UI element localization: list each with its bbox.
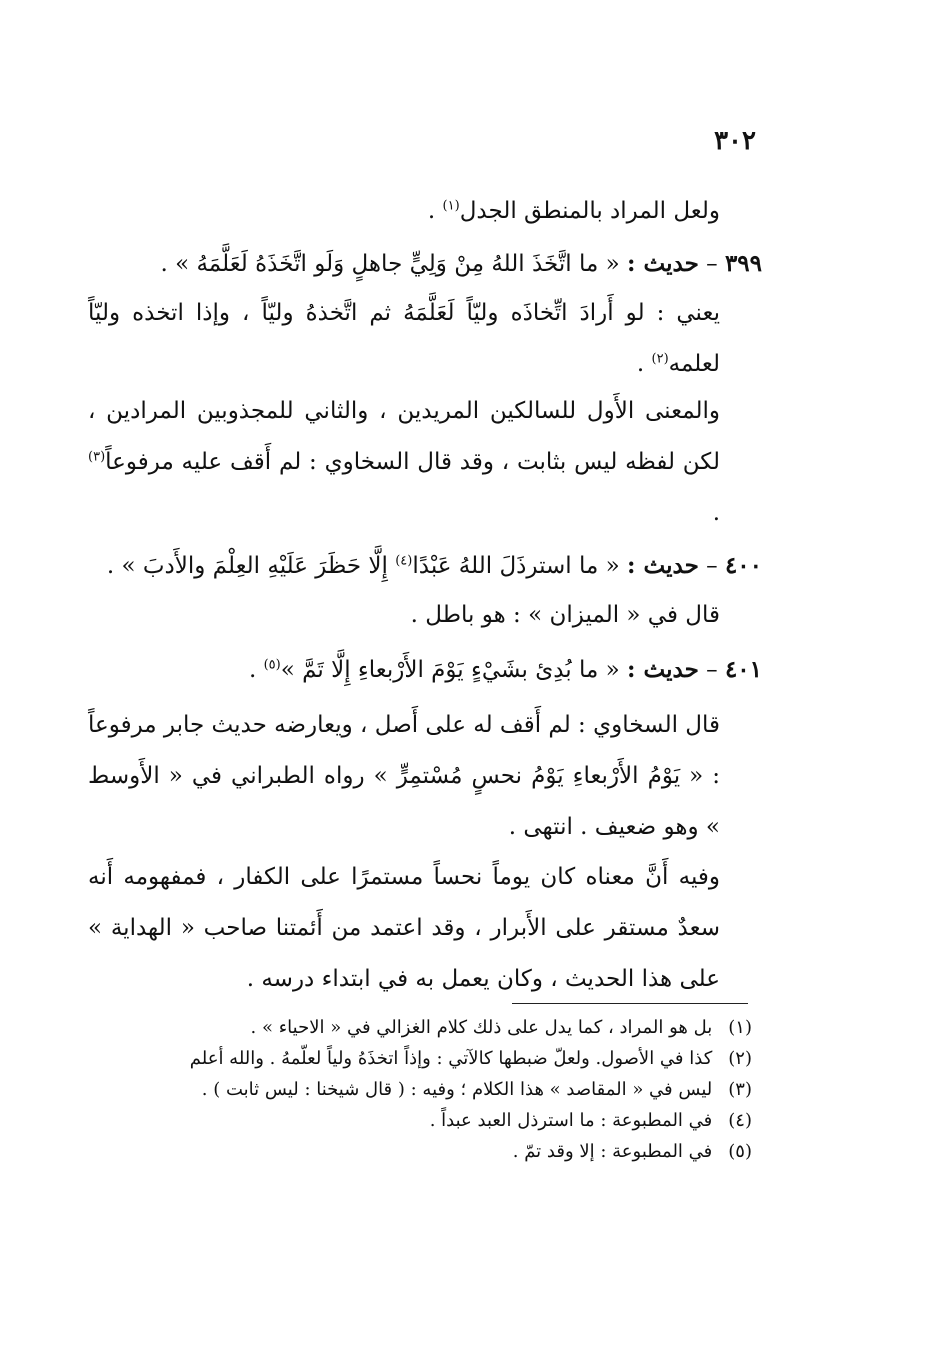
- footnote-4: [80, 1105, 752, 1136]
- paragraph-text: قال في « الميزان » : هو باطل .: [410, 602, 720, 628]
- paragraph-2: يعني : لو أَرادَ اتِّخاذَه وليّاً لَعَلَّمَهُ ثم اتَّخذهُ وليّاً ، وإذا اتخذه وليّاً لعلمه$^{(٢)}$ .: [88, 300, 720, 377]
- hadith-entry-400: ٤٠٠ – حديث : « ما استرذَلَ اللهُ عَبْدًا$^{(٤)}$ إِلَّا حَظَرَ عَلَيْهِ العِلْمَ والأَدبَ » .: [106, 552, 762, 579]
- hadith-text: « ما استرذَلَ اللهُ عَبْدًا: [412, 553, 628, 579]
- paragraph-4: [88, 590, 760, 641]
- footnote-ref-1[interactable]: (١): [442, 198, 460, 214]
- footnote-number: (١): [728, 1017, 752, 1038]
- footnote-ref-2[interactable]: (٢): [651, 351, 669, 367]
- footnote-text: كذا في الأصول. ولعلّ ضبطها كالآتي : وإذاً اتخذَهُ ولياً لعلّمهُ . والله أعلم: [189, 1048, 713, 1069]
- paragraph-text: قال السخاوي : لم أَقف له على أَصل ، ويعارضه حديث جابر مرفوعاً : « يَوْمُ الأَرْبعاءِ يَوْمُ نحسٍ مُسْتمِرٍّ » رواه الطبراني في « الأَوسط » وهو ضعيف . انتهى .: [88, 712, 720, 840]
- page-number: ٣٠٢: [714, 126, 756, 156]
- entry-number: ٤٠٠: [724, 552, 762, 579]
- footnote-number: (٣): [728, 1079, 752, 1100]
- footnote-ref-3[interactable]: (٣): [88, 449, 106, 465]
- footnote-text: في المطبوعة : ما استرذل العبد عبداً .: [429, 1110, 713, 1131]
- footnote-3: [80, 1074, 752, 1105]
- footnote-5: [80, 1136, 752, 1167]
- entry-label: حديث :: [627, 250, 699, 277]
- footnote-number: (٥): [728, 1141, 752, 1162]
- paragraph-5: [88, 700, 760, 853]
- paragraph-6: [88, 852, 760, 1005]
- paragraph-text: وفيه أَنَّ معناه كان يوماً نحساً مستمرًا على الكفار ، فمفهومه أَنه سعدٌ مستقر على الأَبرار ، وقد اعتمد من أَئمتنا صاحب « الهداية » على هذا الحديث ، وكان يعمل به في ابتداء درسه .: [88, 864, 720, 992]
- footnote-1: [80, 1012, 752, 1043]
- footnote-divider: [512, 1003, 748, 1004]
- footnote-text: بل هو المراد ، كما يدل على ذلك كلام الغزالي في « الاحياء » .: [250, 1017, 713, 1038]
- paragraph-3: والمعنى الأَول للسالكين المريدين ، والثاني للمجذوبين المرادين ، لكن لفظه ليس بثابت ، وقد قال السخاوي : لم أَقف عليه مرفوعاً$^{(٣)}$ .: [88, 398, 720, 526]
- entry-label: حديث :: [627, 656, 699, 683]
- entry-number: ٣٩٩: [724, 250, 762, 277]
- footnote-text: في المطبوعة : إلا وقد تمّ .: [512, 1141, 713, 1162]
- hadith-entry-399: ٣٩٩ – حديث : « ما اتَّخَذَ اللهُ مِنْ وَلِيٍّ جاهلٍ وَلَو اتَّخَذَهُ لَعَلَّمَهُ » .: [160, 250, 762, 277]
- footnote-number: (٢): [728, 1048, 752, 1069]
- paragraph-text: والمعنى الأَول للسالكين المريدين ، والثاني للمجذوبين المرادين ، لكن لفظه ليس بثابت ، وقد قال السخاوي : لم أَقف عليه مرفوعاً: [88, 398, 720, 475]
- hadith-entry-401: ٤٠١ – حديث : « ما بُدِئ بشَيْءٍ يَوْمَ الأَرْبعاءِ إِلَّا تَمَّ »$^{(٥)}$ .: [248, 656, 762, 683]
- paragraph-1: ولعل المراد بالمنطق الجدل$^{(١)}$ .: [427, 198, 720, 224]
- footnote-ref-4[interactable]: (٤): [395, 553, 413, 569]
- hadith-text: « ما بُدِئ بشَيْءٍ يَوْمَ الأَرْبعاءِ إِلَّا تَمَّ »: [280, 657, 628, 683]
- footnote-ref-5[interactable]: (٥): [263, 657, 281, 673]
- footnotes: [80, 1012, 752, 1167]
- footnote-2: [80, 1043, 752, 1074]
- entry-number: ٤٠١: [724, 656, 762, 683]
- paragraph-text: يعني : لو أَرادَ اتِّخاذَه وليّاً لَعَلَّمَهُ ثم اتَّخذهُ وليّاً ، وإذا اتخذه وليّاً لعلمه: [88, 300, 720, 377]
- entry-label: حديث :: [627, 552, 699, 579]
- footnote-text: ليس في « المقاصد » هذا الكلام ؛ وفيه : ( قال شيخنا : ليس ثابت ) .: [201, 1079, 713, 1100]
- hadith-text: « ما اتَّخَذَ اللهُ مِنْ وَلِيٍّ جاهلٍ وَلَو اتَّخَذَهُ لَعَلَّمَهُ » .: [160, 251, 628, 277]
- paragraph-text: ولعل المراد بالمنطق الجدل: [459, 198, 720, 224]
- footnote-number: (٤): [728, 1110, 752, 1131]
